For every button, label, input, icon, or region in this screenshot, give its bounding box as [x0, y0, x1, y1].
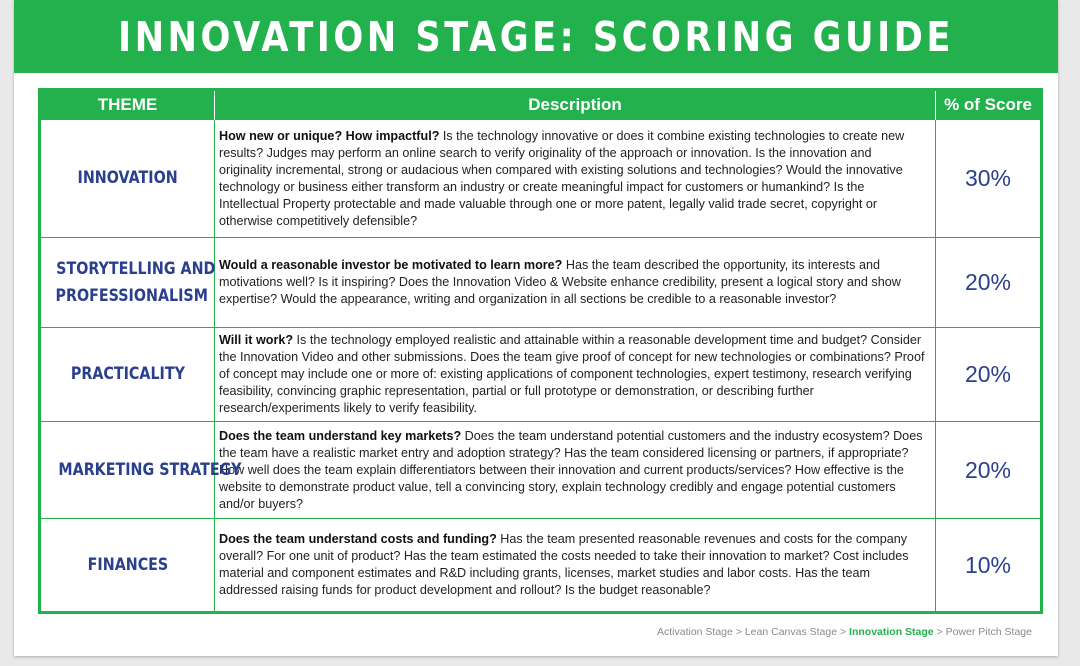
- breadcrumb-lean-canvas-stage[interactable]: Lean Canvas Stage: [744, 626, 838, 638]
- stage-breadcrumb: [657, 626, 1032, 638]
- theme-cell: [40, 328, 215, 422]
- description-cell: [215, 328, 936, 422]
- theme-label-line2: PROFESSIONALISM: [55, 285, 208, 306]
- theme-column-header: THEME: [40, 90, 215, 120]
- score-cell: 10%: [936, 519, 1042, 613]
- description-lead: Does the team understand key markets?: [219, 428, 462, 443]
- description-body: Is the technology innovative or does it combine existing technologies to create new results? Judges may perform an online search to verify originality of the approach or innovation. Is the innovation and originality incremental, strong or audacious when compared with existing solutions and technologies? Would the innovative technology or business either transform an industry or create meaningful impact for customers or humankind? Is the Intellectual Property protectable and made valuable through one or more patent, legally valid trade secret, copyright or otherwise competitively defensible?: [219, 128, 905, 228]
- breadcrumb-separator: >: [837, 626, 850, 638]
- score-column-header: % of Score: [936, 90, 1042, 120]
- scoring-guide-page: [14, 0, 1058, 656]
- score-cell: 20%: [936, 238, 1042, 328]
- theme-label-line1: STORYTELLING AND: [56, 258, 216, 279]
- description-lead: Will it work?: [219, 333, 294, 347]
- table-row-practicality: [40, 328, 1042, 422]
- description-cell: [215, 422, 936, 519]
- description-lead: Would a reasonable investor be motivated to learn more?: [219, 258, 563, 272]
- description-cell: [215, 238, 936, 328]
- breadcrumb-activation-stage[interactable]: Activation Stage: [656, 626, 733, 638]
- table-row-innovation: [40, 120, 1042, 238]
- description-cell: [215, 519, 936, 613]
- score-cell: 20%: [936, 328, 1042, 422]
- theme-cell: [40, 238, 215, 328]
- description-lead: Does the team understand costs and funding?: [219, 532, 497, 546]
- theme-label: MARKETING STRATEGY: [58, 459, 242, 480]
- description-body: Has the team presented reasonable revenues and costs for the company overall? For one unit of product? Has the team estimated the costs needed to take their innovation to market? Cost includes material and component estimates and R&D including grants, licenses, market studies and labor costs. Has the team addressed raising funds for product development and rollout? Is the budget reasonable?: [219, 532, 909, 597]
- breadcrumb-power-pitch-stage[interactable]: Power Pitch Stage: [945, 626, 1032, 638]
- table-row-storytelling: [40, 238, 1042, 328]
- theme-cell: [40, 120, 215, 238]
- description-cell: [215, 120, 936, 238]
- description-column-header: Description: [215, 90, 936, 120]
- theme-label: FINANCES: [87, 554, 168, 575]
- scoring-table: [38, 88, 1043, 614]
- theme-label: INNOVATION: [77, 168, 178, 188]
- description-body: Is the technology employed realistic and attainable within a reasonable development time and budget? Consider the Innovation Video and other submissions. Does the team give proof of concept for new technologies or combinations? Proof of concept may include one or more of: existing applications of component technologies, expert testimony, research verifying feasibility, convincing graphic representation, partial or full prototype or demonstration, or describing further research/experiments likely to verify feasibility.: [219, 333, 925, 415]
- description-body: Does the team understand potential customers and the industry ecosystem? Does the team have a realistic market entry and adoption strategy? Has the team considered licensing or partners, if appropriate? How well does the team explain differentiators between their innovation and current products/services? How effective is the website to demonstrate product value, tell a convincing story, explain technology credibly and engage potential customers and/or buyers?: [219, 428, 923, 511]
- description-body: Has the team described the opportunity, its interests and motivations well? Is it inspiring? Does the Innovation Video & Website enhance credibility, present a logical story and show expertise? Would the appearance, writing and organization in all sections be credible to a reasonable investor?: [219, 258, 901, 306]
- page-title: INNOVATION STAGE: SCORING GUIDE: [118, 12, 954, 61]
- breadcrumb-separator: >: [732, 626, 745, 638]
- table-header-row: [40, 90, 1042, 120]
- theme-cell: [40, 519, 215, 613]
- title-banner: [14, 0, 1058, 73]
- breadcrumb-separator: >: [933, 626, 946, 638]
- theme-cell: [40, 422, 242, 519]
- score-cell: 20%: [936, 422, 1042, 519]
- score-cell: 30%: [936, 120, 1042, 238]
- theme-label: PRACTICALITY: [70, 364, 185, 384]
- table-row-marketing: [40, 422, 1042, 519]
- breadcrumb-innovation-stage[interactable]: Innovation Stage: [849, 626, 934, 638]
- description-lead: How new or unique? How impactful?: [219, 128, 440, 143]
- table-row-finances: [40, 519, 1042, 613]
